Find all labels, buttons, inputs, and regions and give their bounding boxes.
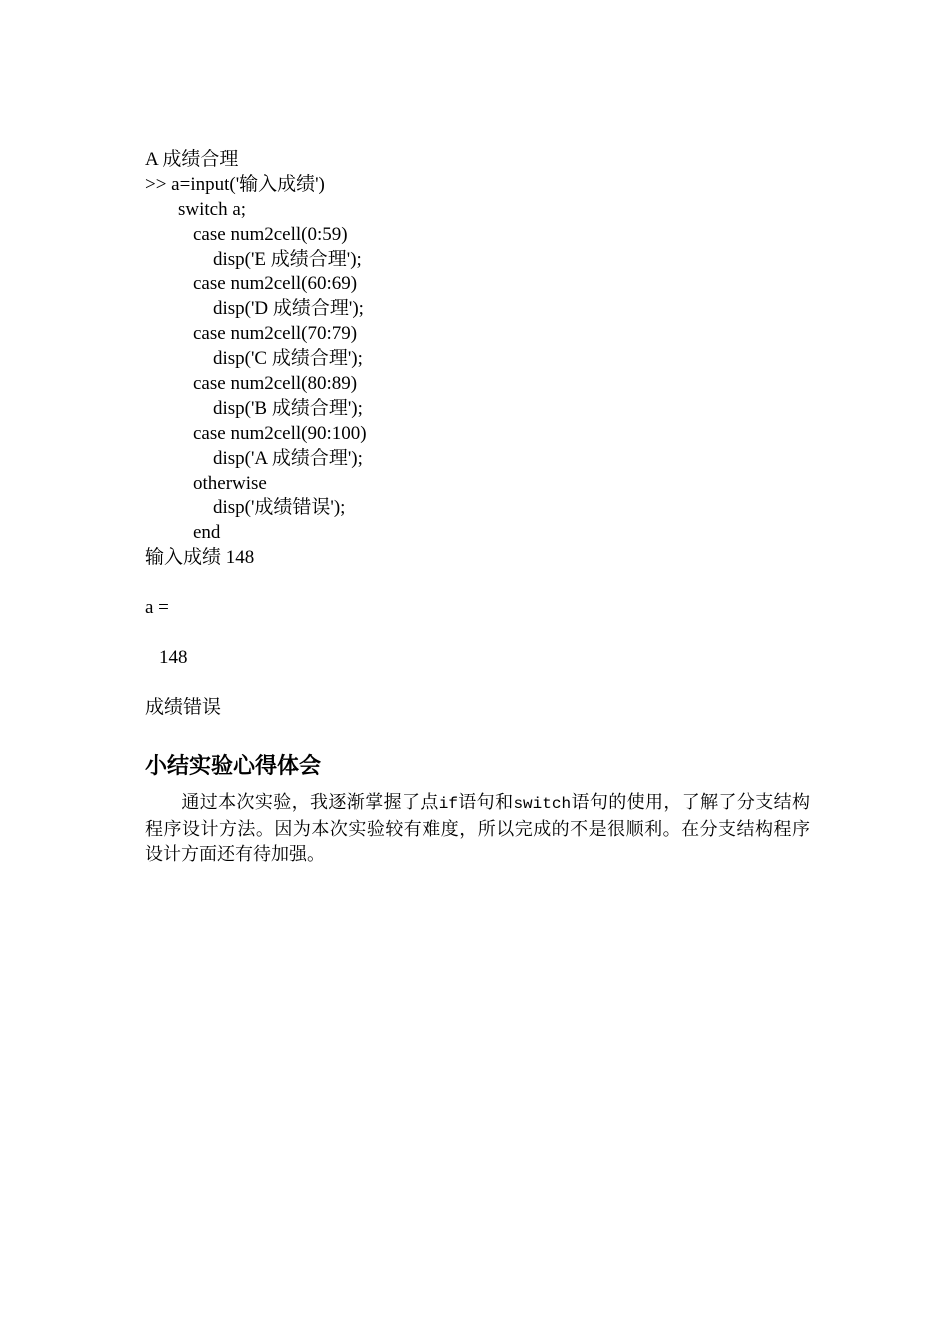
code-block: [145, 148, 825, 720]
code-line: case num2cell(0:59): [193, 223, 348, 245]
code-line: switch a;: [178, 198, 247, 220]
code-line: disp('D 成绩合理');: [213, 298, 364, 320]
summary-text: 通过本次实验，我逐渐掌握了点: [181, 792, 439, 812]
summary-text: 语句和: [457, 792, 514, 812]
blank-line: [145, 571, 825, 596]
keyword-if: if: [438, 795, 458, 813]
code-line: case num2cell(80:89): [193, 373, 358, 395]
code-line: A 成绩合理: [145, 149, 239, 170]
blank-line: [145, 671, 825, 696]
output-value-line: 148: [159, 646, 188, 668]
summary-paragraph: [145, 790, 810, 866]
code-line: case num2cell(70:79): [193, 323, 358, 345]
code-line: case num2cell(60:69): [193, 273, 358, 295]
summary-heading: 小结实验心得体会: [145, 754, 322, 779]
code-line: disp('A 成绩合理');: [213, 447, 363, 469]
code-line: end: [193, 522, 221, 544]
summary-text: 语句的使用，了解了分支结构程序设计方法。因为本次实验较有难度，所以完成的不是很顺利。在分支结构程序设计方面还有待加强。: [145, 792, 811, 864]
blank-line: [145, 621, 825, 646]
keyword-switch: switch: [513, 795, 572, 813]
output-result-line: 成绩错误: [145, 696, 222, 718]
code-line: case num2cell(90:100): [193, 422, 367, 444]
output-prompt-line: 输入成绩 148: [145, 547, 255, 569]
output-var-line: a =: [145, 597, 169, 619]
code-line: >> a=input('输入成绩'): [145, 173, 325, 195]
code-line: disp('B 成绩合理');: [213, 397, 363, 419]
code-line: disp('E 成绩合理');: [213, 248, 362, 270]
code-line: disp('C 成绩合理');: [213, 348, 363, 370]
code-line: otherwise: [193, 472, 267, 494]
code-line: disp('成绩错误');: [213, 497, 346, 519]
